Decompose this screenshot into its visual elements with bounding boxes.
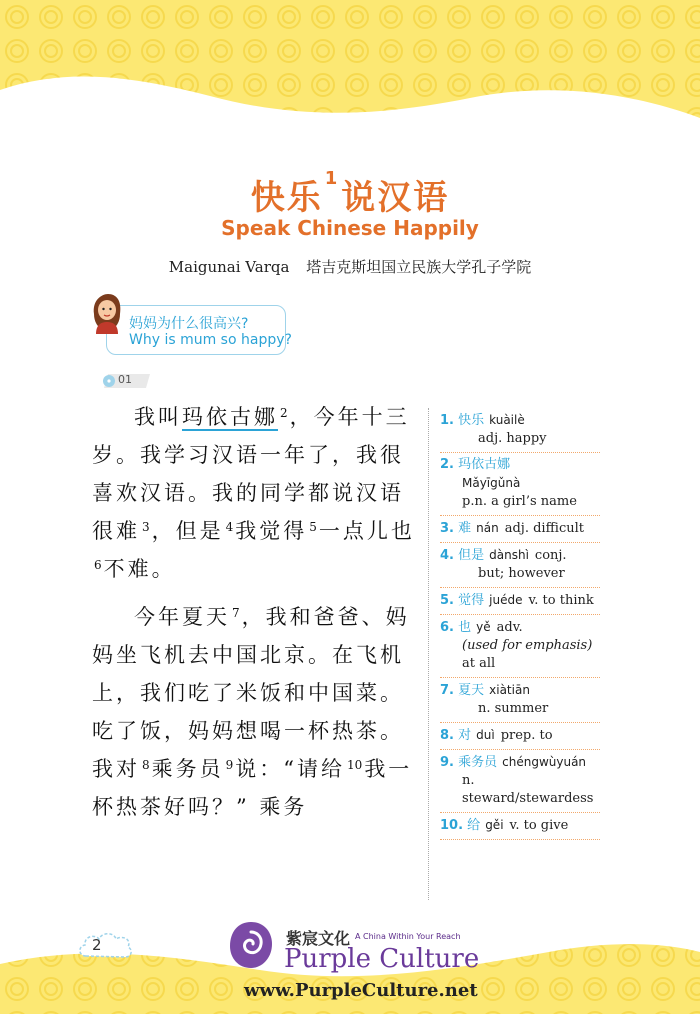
vocab-item: 9. 乘务员 chéngwùyuán n. steward/stewardess [440, 750, 600, 813]
vocab-item: 3. 难 nán adj. difficult [440, 516, 600, 543]
vocab-item: 4. 但是 dànshì conj. but; however [440, 543, 600, 588]
vocab-item: 7. 夏天 xiàtiān n. summer [440, 678, 600, 723]
watermark-tagline: A China Within Your Reach [355, 932, 461, 941]
vocab-item: 6. 也 yě adv. (used for emphasis) at all [440, 615, 600, 678]
watermark-brand: Purple Culture [284, 944, 480, 974]
question-english: Why is mum so happy? [129, 332, 292, 348]
purple-culture-logo [228, 920, 274, 970]
question-chinese: 妈妈为什么很高兴? [129, 316, 249, 332]
highlighted-name: 玛依古娜 [182, 405, 278, 429]
vocab-item: 5. 觉得 juéde v. to think [440, 588, 600, 615]
vocab-item: 8. 对 duì prep. to [440, 723, 600, 750]
column-divider [428, 408, 429, 900]
watermark-url[interactable]: www.PurpleCulture.net [244, 980, 478, 1001]
vocabulary-list [440, 408, 600, 840]
vocab-item: 1. 快乐 kuàilè adj. happy [440, 408, 600, 453]
lesson-title-chinese: 快乐 $^1$说汉语 [250, 168, 450, 218]
watermark-chinese: 紫宸文化 [286, 929, 351, 948]
reading-passage [92, 398, 422, 826]
question-bubble [106, 305, 292, 355]
author-institute: 塔吉克斯坦国立民族大学孔子学院 [306, 258, 532, 276]
lesson-title-english: Speak Chinese Happily [221, 216, 479, 240]
passage-paragraph-1: 我叫玛依古娜 $^2$，今年十三岁。我学习汉语一年了，我很喜欢汉语。我的同学都说汉语很难 $^3$，但是 $^4$我觉得 $^5$一点儿也$^6$不难。 [92, 405, 415, 581]
vocab-item: 10. 给 gěi v. to give [440, 813, 600, 840]
title-footnote-marker: 1 [324, 168, 340, 189]
vocab-item: 2. 玛依古娜 Mǎyīgǔnà p.n. a girl’s name [440, 453, 600, 516]
page-number: 2 [92, 936, 102, 954]
author-line [0, 256, 700, 277]
top-decorative-band [0, 0, 700, 140]
passage-paragraph-2: 今年夏天 $^7$，我和爸爸、妈妈坐飞机去中国北京。在飞机上，我们吃了米饭和中国菜。吃了饭，妈妈想喝一杯热茶。我对 $^8$乘务员 $^9$说：“请给 $^{10}$我一杯热茶好吗？” 乘务 [92, 605, 413, 819]
page-number-cloud [78, 930, 134, 962]
audio-track-number: 01 [118, 373, 132, 386]
author-name: Maigunai Varqa [168, 258, 290, 276]
girl-avatar-icon [90, 292, 124, 334]
